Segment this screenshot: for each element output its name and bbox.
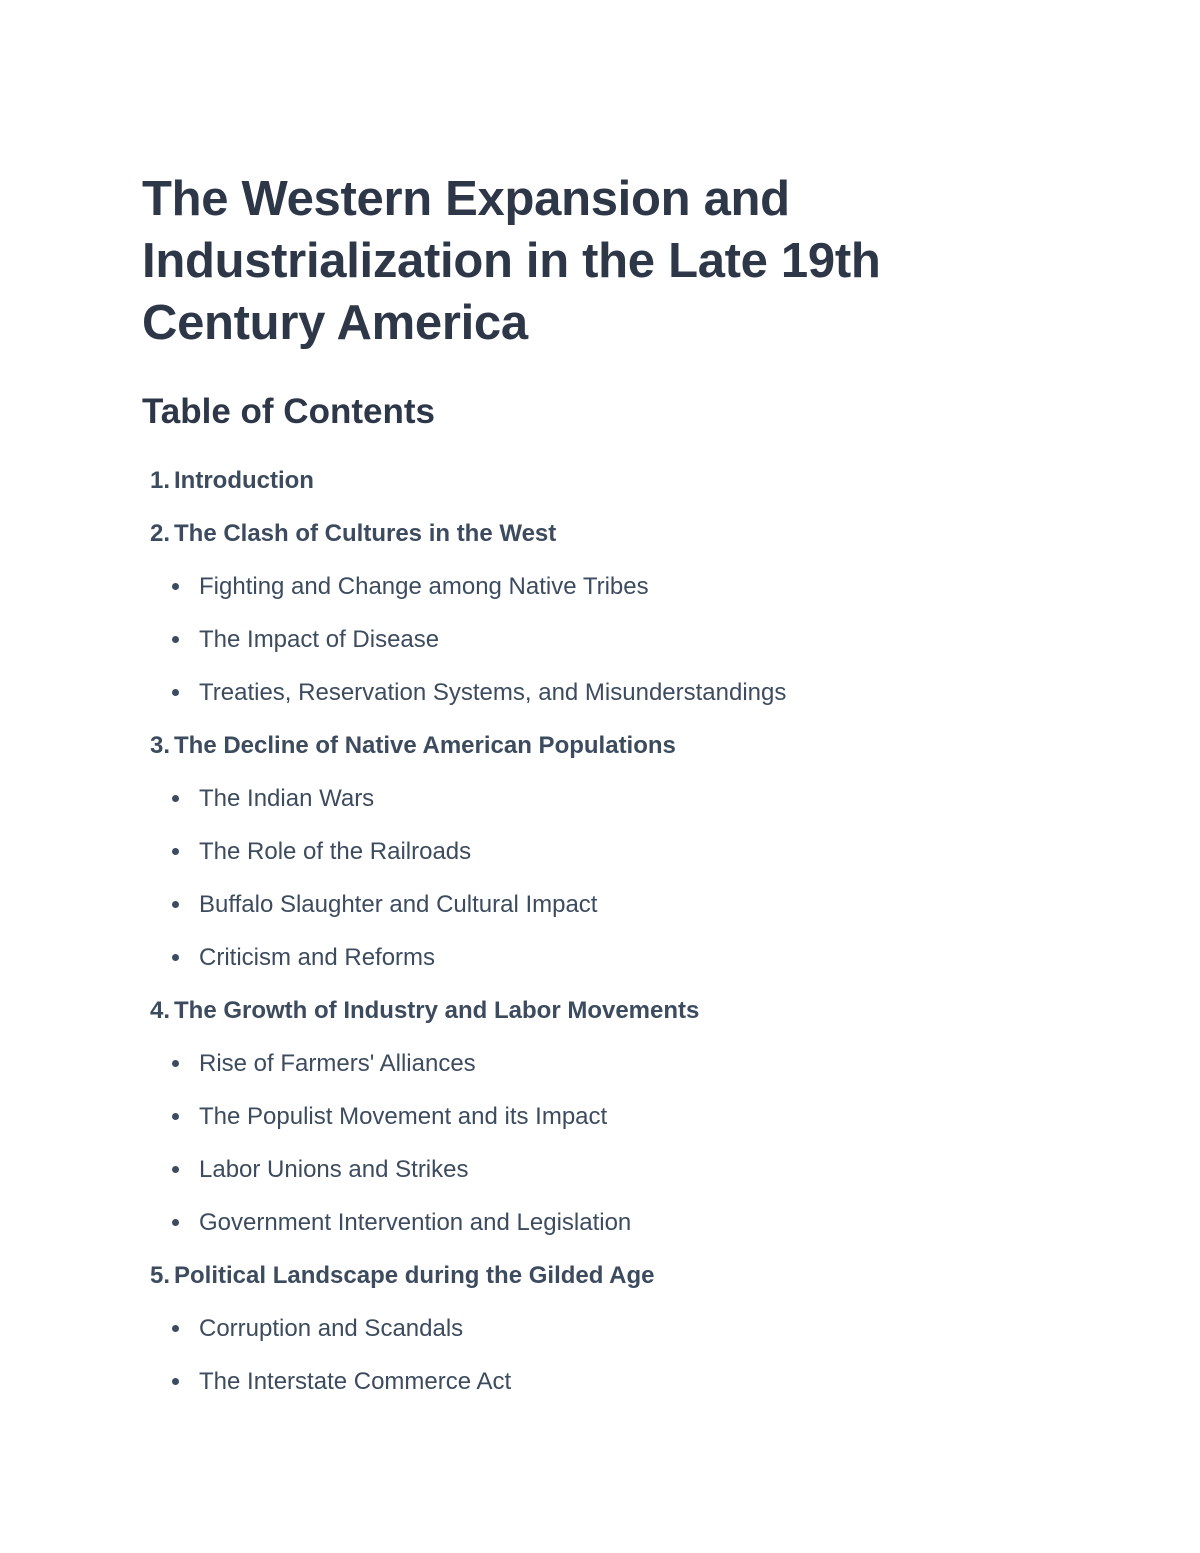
toc-section-heading[interactable] [142,454,1042,507]
toc-subsection-label: The Populist Movement and its Impact [199,1103,608,1130]
toc-section-label: Political Landscape during the Gilded Age [174,1262,655,1289]
bullet-icon [172,1060,179,1067]
bullet-icon [172,1219,179,1226]
toc-subsection-label: Treaties, Reservation Systems, and Misunderstandings [199,679,787,706]
toc-section [142,454,1042,507]
bullet-icon [172,1378,179,1385]
toc-subsection-label: The Indian Wars [199,785,375,812]
toc-subsection-list [142,1037,1042,1249]
toc-subsection-label: Buffalo Slaughter and Cultural Impact [199,891,598,918]
toc-subsection-label: Criticism and Reforms [199,944,436,971]
toc-subsection-item[interactable] [142,1143,1042,1196]
document-title: The Western Expansion and Industrialization in the Late 19th Century America [142,172,881,350]
toc-subsection-list [142,560,1042,719]
toc-section-number: 5. [149,1262,170,1289]
toc-subsection-label: The Role of the Railroads [199,838,472,865]
bullet-icon [172,636,179,643]
toc-section-label: The Clash of Cultures in the West [174,520,557,547]
bullet-icon [172,901,179,908]
bullet-icon [172,954,179,961]
toc-section-number: 1. [149,467,170,494]
toc-subsection-list [142,772,1042,984]
toc-subsection-item[interactable] [142,666,1042,719]
toc-subsection-item[interactable] [142,1196,1042,1249]
toc-subsection-label: Fighting and Change among Native Tribes [199,573,649,600]
toc-subsection-item[interactable] [142,931,1042,984]
toc-section [142,1249,1042,1408]
toc-section-number: 3. [149,732,170,759]
toc-section [142,719,1042,984]
toc-section-heading[interactable] [142,1249,1042,1302]
bullet-icon [172,795,179,802]
toc-subsection-item[interactable] [142,1090,1042,1143]
toc-section-number: 2. [149,520,170,547]
toc-subsection-item[interactable] [142,1302,1042,1355]
bullet-icon [172,583,179,590]
toc-section-label: The Decline of Native American Populations [174,732,676,759]
bullet-icon [172,689,179,696]
table-of-contents [142,454,1042,1408]
bullet-icon [172,1325,179,1332]
toc-subsection-label: The Interstate Commerce Act [199,1368,512,1395]
toc-subsection-item[interactable] [142,560,1042,613]
toc-section [142,507,1042,719]
toc-subsection-item[interactable] [142,772,1042,825]
toc-section-number: 4. [149,997,170,1024]
toc-subsection-item[interactable] [142,1037,1042,1090]
toc-section-heading[interactable] [142,719,1042,772]
toc-subsection-label: Labor Unions and Strikes [199,1156,469,1183]
bullet-icon [172,1113,179,1120]
toc-subsection-label: The Impact of Disease [199,626,440,653]
toc-subsection-label: Corruption and Scandals [199,1315,464,1342]
toc-section [142,984,1042,1249]
toc-section-heading[interactable] [142,507,1042,560]
toc-subsection-item[interactable] [142,613,1042,666]
bullet-icon [172,1166,179,1173]
bullet-icon [172,848,179,855]
toc-section-label: The Growth of Industry and Labor Movements [174,997,700,1024]
document-page [142,168,1042,1408]
toc-subsection-item[interactable] [142,878,1042,931]
toc-section-heading[interactable] [142,984,1042,1037]
toc-heading: Table of Contents [142,392,435,431]
toc-subsection-list [142,1302,1042,1408]
toc-section-label: Introduction [174,467,314,494]
toc-subsection-label: Rise of Farmers' Alliances [199,1050,476,1077]
toc-subsection-label: Government Intervention and Legislation [199,1209,632,1236]
toc-subsection-item[interactable] [142,1355,1042,1408]
toc-subsection-item[interactable] [142,825,1042,878]
